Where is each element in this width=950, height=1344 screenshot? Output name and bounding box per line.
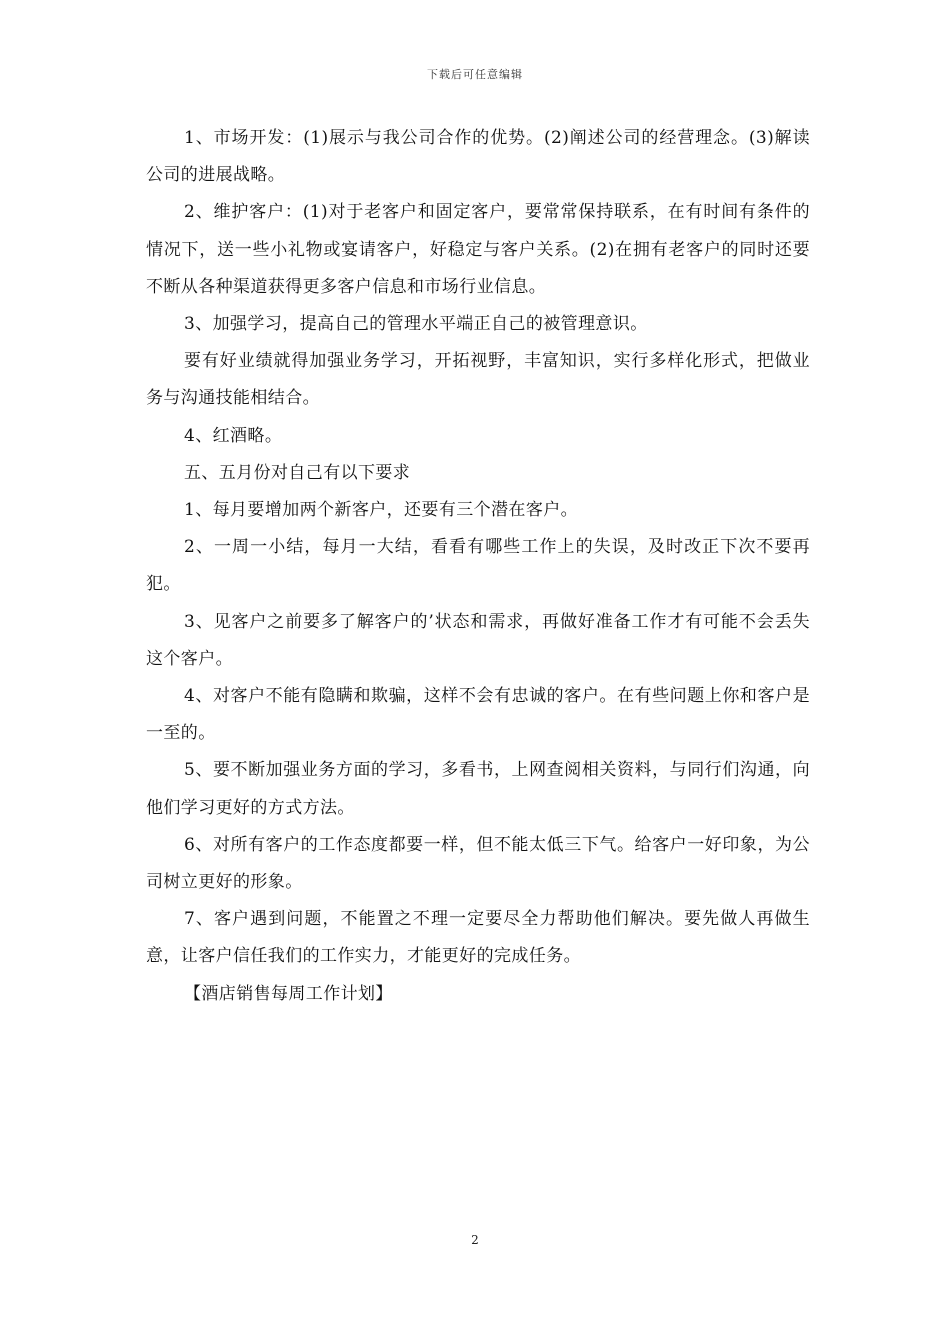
page-header: 下载后可任意编辑: [427, 68, 523, 81]
section-heading-may-requirements: 五、五月份对自己有以下要求: [184, 462, 411, 483]
paragraph-requirement-7: 7、客户遇到问题，不能置之不理一定要尽全力帮助他们解决。要先做人再做生意，让客户信任我们的工作实力，才能更好的完成任务。: [146, 909, 810, 967]
section-title-weekly-plan: 【酒店销售每周工作计划】: [184, 983, 393, 1004]
paragraph-strengthen-learning: 3、加强学习，提高自己的管理水平端正自己的被管理意识。: [184, 314, 648, 335]
paragraph-requirement-5: 5、要不断加强业务方面的学习，多看书，上网查阅相关资料，与同行们沟通，向他们学习更好的方式方法。: [146, 760, 810, 818]
paragraph-market-development: 1、市场开发：(1)展示与我公司合作的优势。(2)阐述公司的经营理念。(3)解读公司的进展战略。: [146, 128, 810, 186]
paragraph-maintain-customers: 2、维护客户：(1)对于老客户和固定客户，要常常保持联系，在有时间有条件的情况下，送一些小礼物或宴请客户，好稳定与客户关系。(2)在拥有老客户的同时还要不断从各种渠道获得更多客户信息和市场行业信息。: [146, 202, 810, 297]
paragraph-requirement-1: 1、每月要增加两个新客户，还要有三个潜在客户。: [184, 500, 579, 521]
paragraph-requirement-4: 4、对客户不能有隐瞒和欺骗，这样不会有忠诚的客户。在有些问题上你和客户是一至的。: [146, 686, 810, 744]
paragraph-requirement-3: 3、见客户之前要多了解客户的’状态和需求，再做好准备工作才有可能不会丢失这个客户。: [146, 611, 810, 669]
paragraph-business-study: 要有好业绩就得加强业务学习，开拓视野，丰富知识，实行多样化形式，把做业务与沟通技能相结合。: [146, 351, 810, 409]
paragraph-requirement-2: 2、一周一小结，每月一大结，看看有哪些工作上的失误，及时改正下次不要再犯。: [146, 537, 810, 595]
page-number: 2: [471, 1233, 479, 1247]
paragraph-requirement-6: 6、对所有客户的工作态度都要一样，但不能太低三下气。给客户一好印象，为公司树立更好的形象。: [146, 834, 810, 893]
document-body: [146, 120, 810, 1013]
paragraph-red-wine: 4、红酒略。: [184, 425, 283, 446]
